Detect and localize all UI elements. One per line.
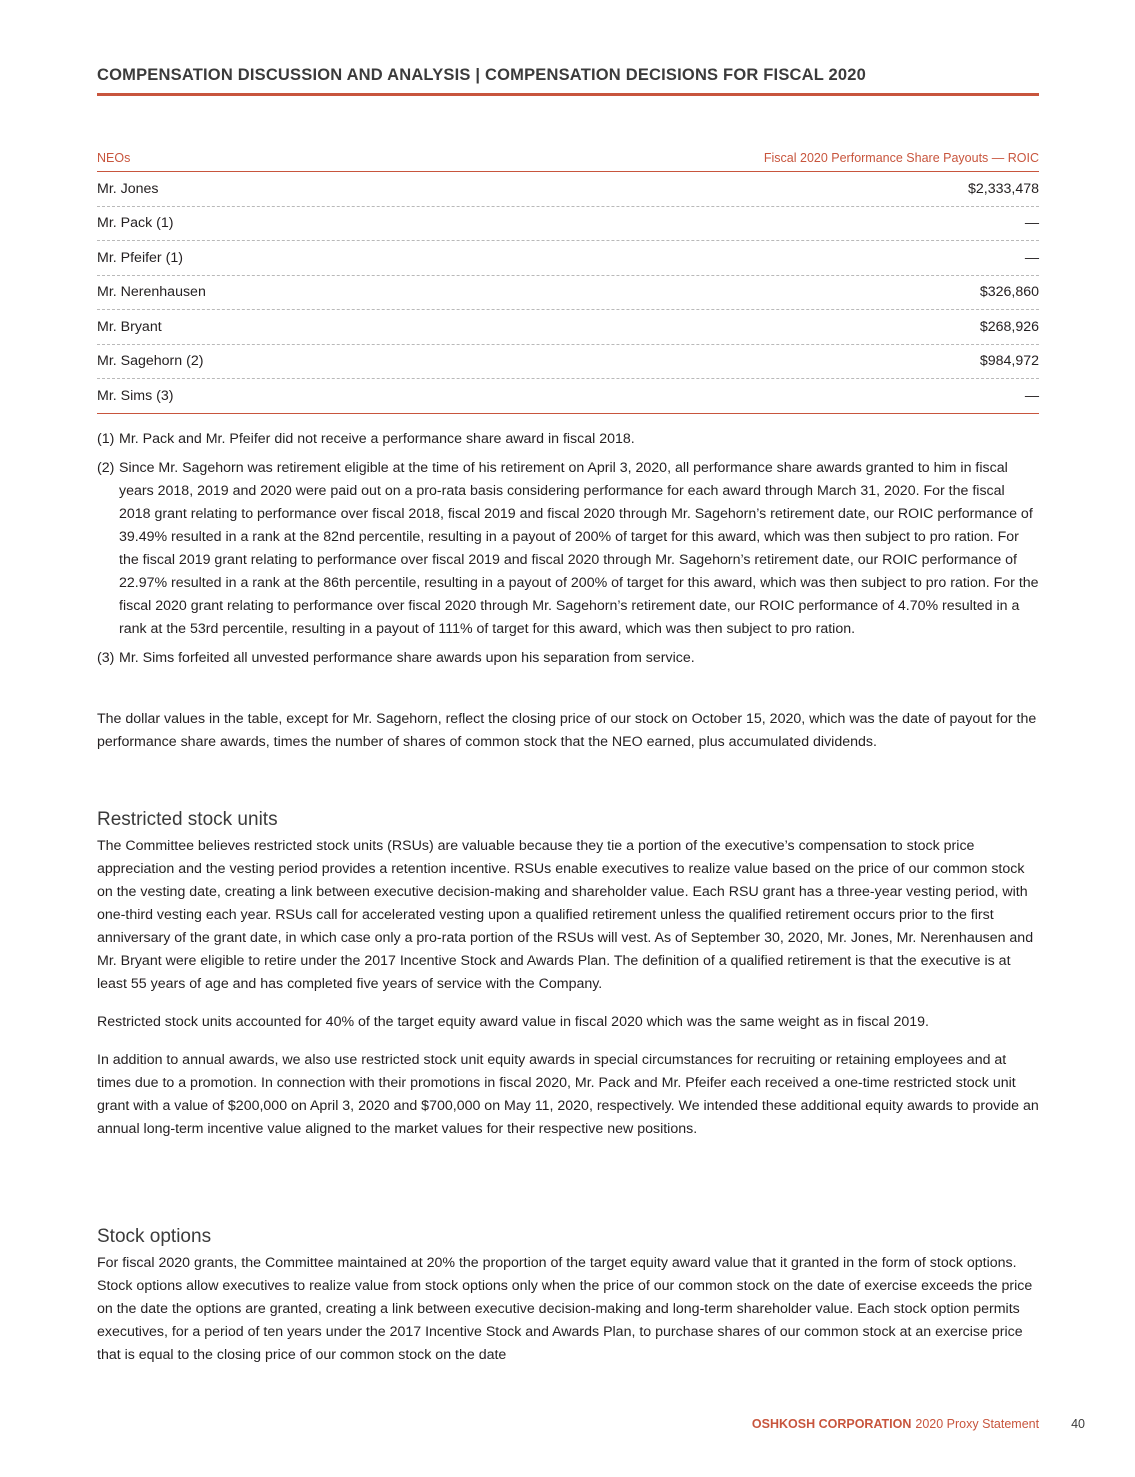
payout-value: — [1024, 215, 1039, 232]
neo-name: Mr. Nerenhausen [97, 284, 206, 301]
table-row [97, 172, 1039, 207]
rsu-heading: Restricted stock units [97, 809, 278, 830]
footnote [97, 647, 1039, 670]
stock-options-heading: Stock options [97, 1226, 212, 1247]
payout-value: — [1024, 387, 1039, 404]
col-header-payout: Fiscal 2020 Performance Share Payouts — ROIC [763, 151, 1039, 165]
performance-share-payout-table [97, 141, 1039, 414]
rsu-paragraph-2: Restricted stock units accounted for 40% of the target equity award value in fiscal 2020 which was the same weight as in fiscal 2019. [97, 1014, 929, 1030]
page-number: 40 [1071, 1417, 1085, 1431]
table-row [97, 345, 1039, 380]
neo-name: Mr. Sims (3) [97, 387, 174, 404]
neo-name: Mr. Bryant [97, 318, 162, 335]
footnote-text: Mr. Pack and Mr. Pfeifer did not receive a performance share award in fiscal 2018. [119, 431, 635, 447]
table-footnotes [97, 428, 1039, 676]
footnote-text: Mr. Sims forfeited all unvested performance share awards upon his separation from service. [119, 650, 695, 666]
payout-value: $326,860 [979, 284, 1039, 301]
payout-value: $2,333,478 [967, 180, 1039, 197]
payout-value: — [1024, 249, 1039, 266]
table-row [97, 207, 1039, 242]
table-header [97, 141, 1039, 172]
stock-options-paragraph-1: For fiscal 2020 grants, the Committee maintained at 20% the proportion of the target equity award value that it granted in the form of stock options. Stock options allow executives to realize value from stock options only when the price of our common stock on the date of exercise exceeds the price on the date the options are granted, creating a link between executive decision-making and long-term shareholder value. Each stock option permits executives, for a period of ten years under the 2017 Incentive Stock and Awards Plan, to purchase shares of our common stock at an exercise price that is equal to the closing price of our common stock on the date [97, 1255, 1033, 1363]
header-rule [97, 93, 1039, 96]
rsu-paragraph-3: In addition to annual awards, we also use restricted stock unit equity awards in special circumstances for recruiting or retaining employees and at times due to a promotion. In connection with their promotions in fiscal 2020, Mr. Pack and Mr. Pfeifer each received a one-time restricted stock unit grant with a value of $200,000 on April 3, 2020 and $700,000 on May 11, 2020, respectively. We intended these additional equity awards to provide an annual long-term incentive value aligned to the market values for their respective new positions. [97, 1052, 1039, 1137]
neo-name: Mr. Pfeifer (1) [97, 249, 183, 266]
footnote [97, 428, 1039, 451]
table-row [97, 276, 1039, 311]
footnote-mark: (3) [97, 650, 115, 666]
footnote [97, 457, 1039, 641]
footnote-mark: (2) [97, 460, 115, 476]
neo-name: Mr. Jones [97, 180, 159, 197]
neo-name: Mr. Sagehorn (2) [97, 353, 204, 370]
footnote-mark: (1) [97, 431, 115, 447]
stock-options-section [97, 1225, 1039, 1382]
dollar-values-paragraph: The dollar values in the table, except for Mr. Sagehorn, reflect the closing price of our stock on October 15, 2020, which was the date of payout for the performance share awards, times the number of shares of common stock that the NEO earned, plus accumulated dividends. [97, 711, 1037, 750]
footer-publication: 2020 Proxy Statement [915, 1417, 1040, 1431]
table-row [97, 241, 1039, 276]
rsu-paragraph-1: The Committee believes restricted stock units (RSUs) are valuable because they tie a portion of the executive’s compensation to stock price appreciation and the vesting period provides a retention incentive. RSUs enable executives to realize value based on the price of our common stock on the vesting date, creating a link between executive decision-making and shareholder value. Each RSU grant has a three-year vesting period, with one-third vesting each year. RSUs call for accelerated vesting upon a qualified retirement unless the qualified retirement occurs prior to the first anniversary of the grant date, in which case only a pro-rata portion of the RSUs will vest. As of September 30, 2020, Mr. Jones, Mr. Nerenhausen and Mr. Bryant were eligible to retire under the 2017 Incentive Stock and Awards Plan. The definition of a qualified retirement is that the executive is at least 55 years of age and has completed five years of service with the Company. [97, 838, 1034, 992]
payout-value: $268,926 [979, 318, 1039, 335]
col-header-neos: NEOs [97, 151, 131, 165]
dollar-values-section [97, 708, 1039, 769]
footnote-text: Since Mr. Sagehorn was retirement eligible at the time of his retirement on April 3, 2020, all performance share awards granted to him in fiscal years 2018, 2019 and 2020 were paid out on a pro-rata basis considering performance for each award through March 31, 2020. For the fiscal 2018 grant relating to performance over fiscal 2018, fiscal 2019 and fiscal 2020 through Mr. Sagehorn’s retirement date, our ROIC performance of 39.49% resulted in a rank at the 82nd percentile, resulting in a payout of 200% of target for this award, which was then subject to pro ration. For the fiscal 2019 grant relating to performance over fiscal 2019 and fiscal 2020 through Mr. Sagehorn’s retirement date, our ROIC performance of 22.97% resulted in a rank at the 86th percentile, resulting in a payout of 200% of target for this award, which was then subject to pro ration. For the fiscal 2020 grant relating to performance over fiscal 2020 through Mr. Sagehorn’s retirement date, our ROIC performance of 4.70% resulted in a rank at the 53rd percentile, resulting in a payout of 111% of target for this award, which was then subject to pro ration. [119, 460, 1039, 637]
rsu-section [97, 808, 1039, 1156]
table-row [97, 379, 1039, 414]
table-row [97, 310, 1039, 345]
footer-brand: OSHKOSH CORPORATION [751, 1417, 912, 1431]
payout-value: $984,972 [979, 353, 1039, 370]
neo-name: Mr. Pack (1) [97, 215, 174, 232]
page-footer [700, 1417, 1085, 1431]
page-header: COMPENSATION DISCUSSION AND ANALYSIS | COMPENSATION DECISIONS FOR FISCAL 2020 [97, 66, 867, 84]
